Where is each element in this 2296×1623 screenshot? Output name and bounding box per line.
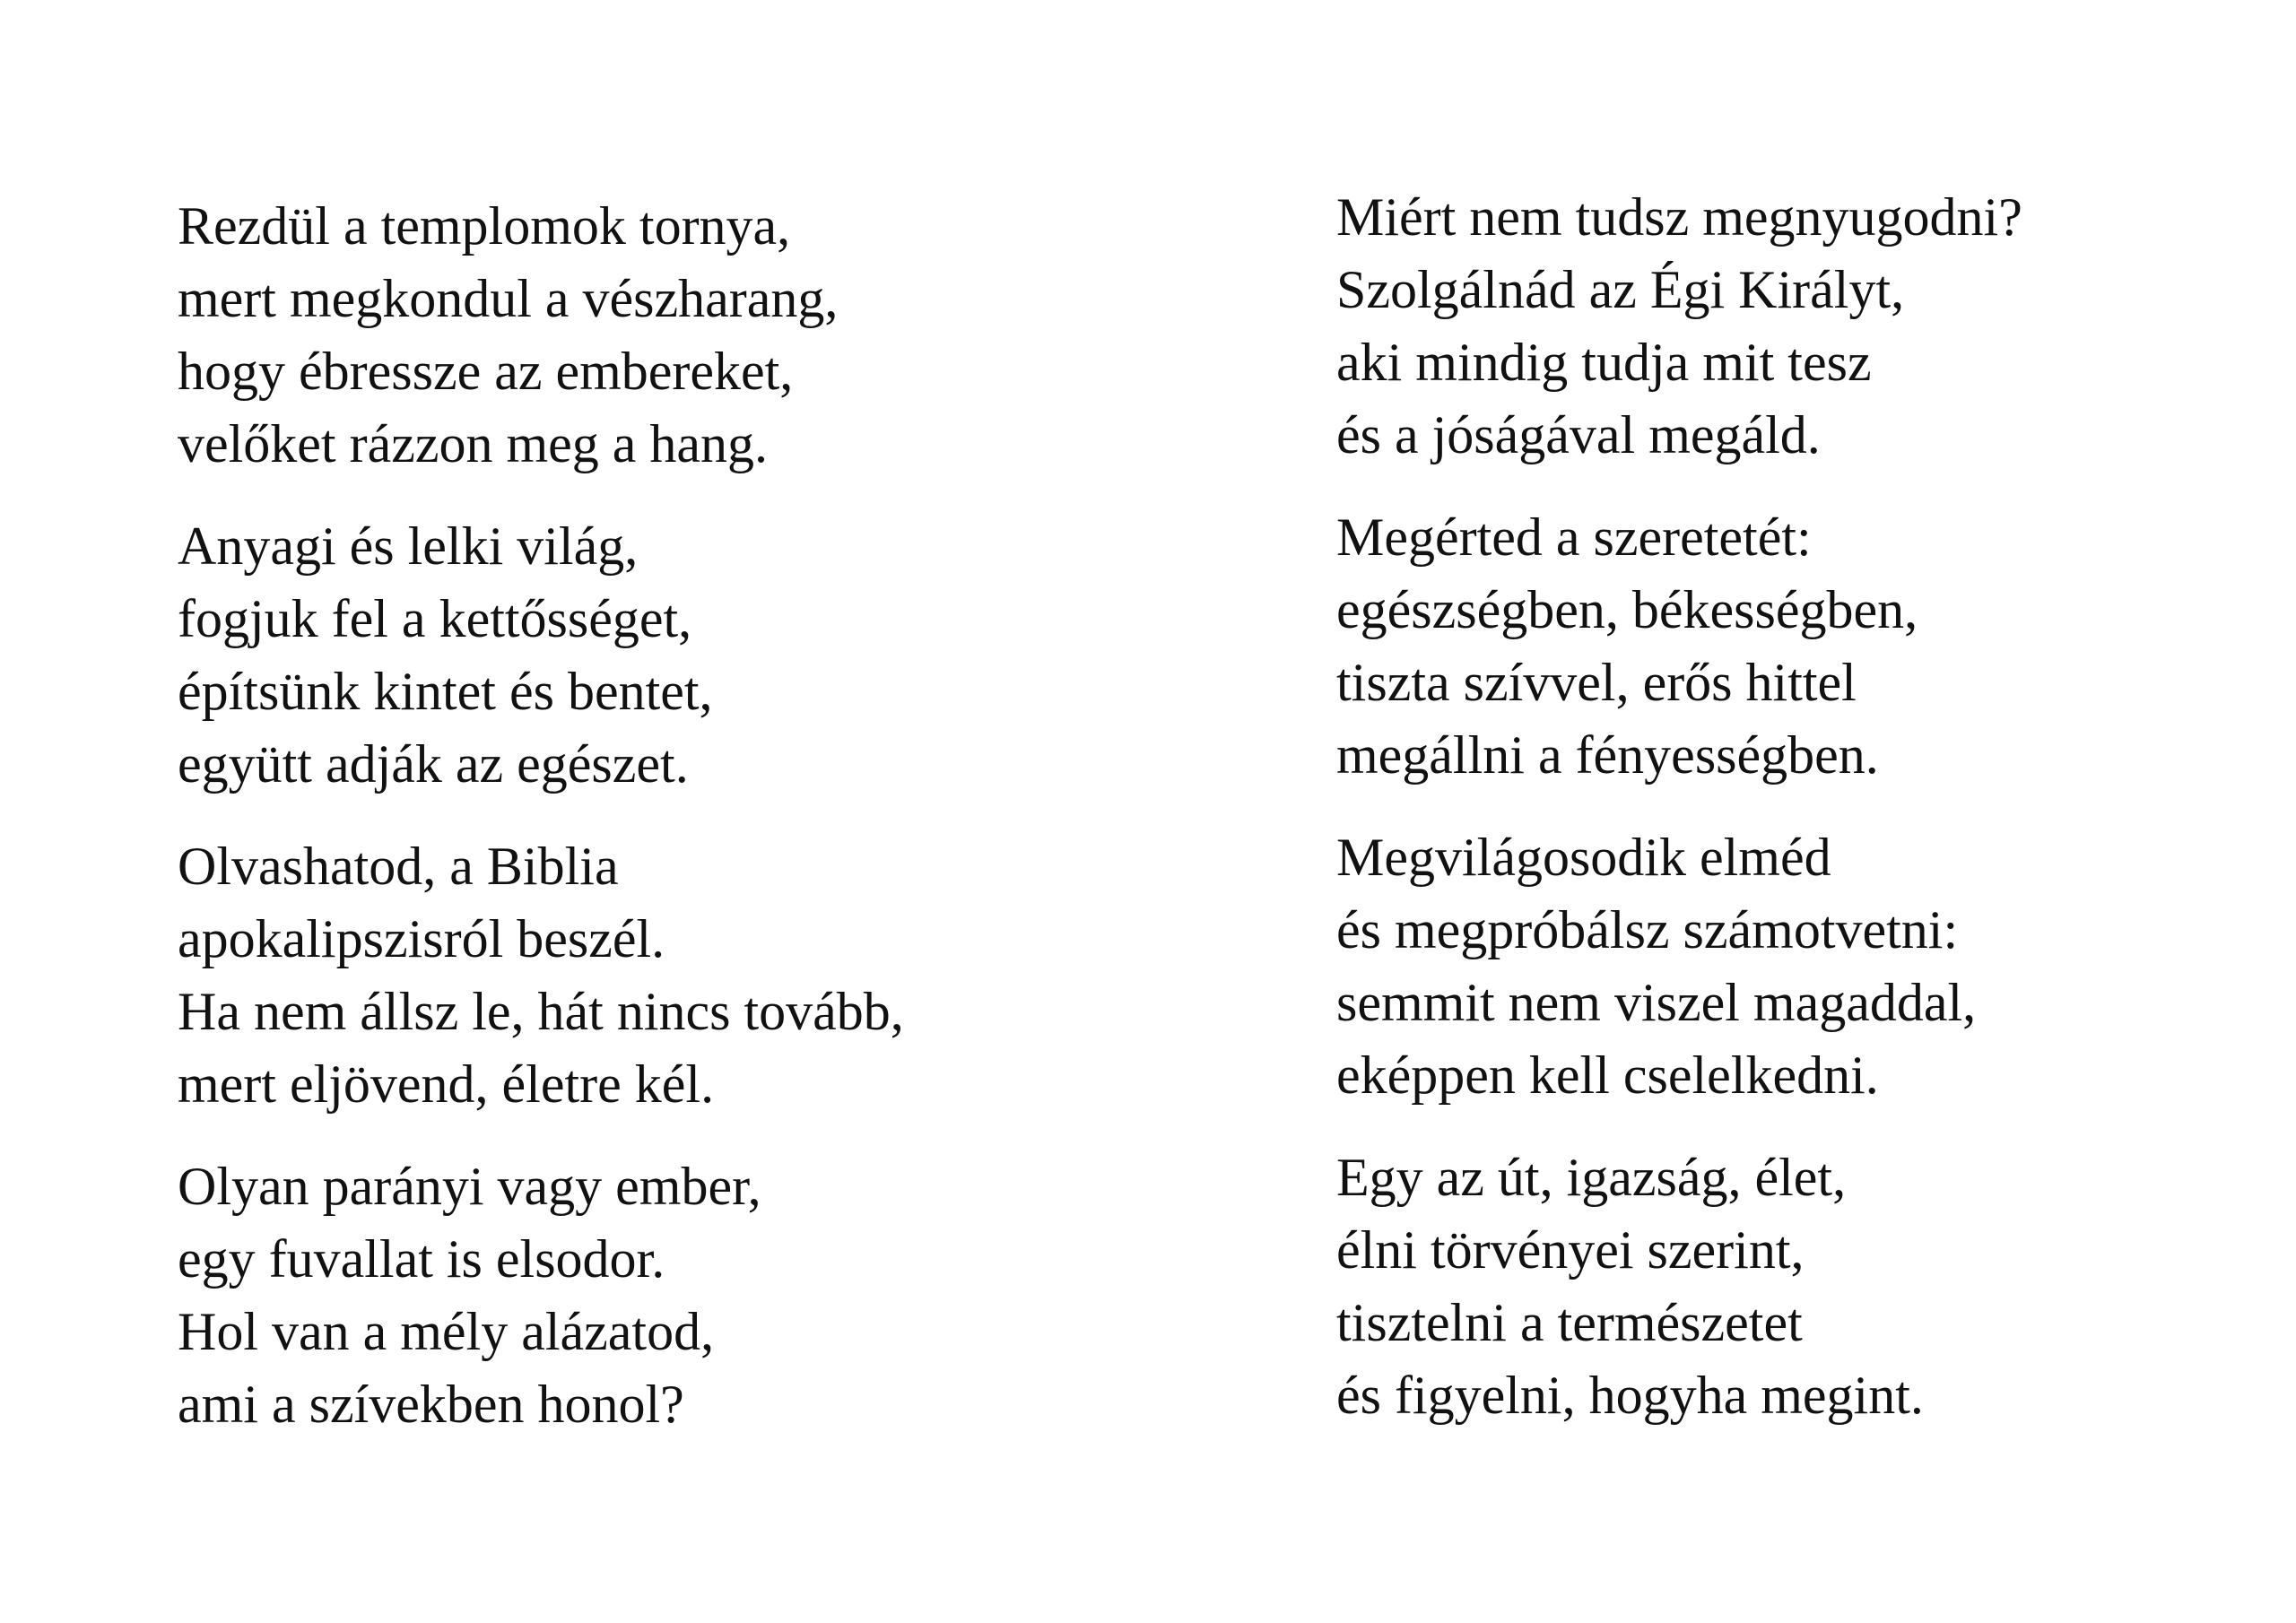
verse-line: Hol van a mély alázatod, bbox=[178, 1302, 715, 1361]
stanza-7 bbox=[1336, 821, 2022, 1112]
verse-line: mert megkondul a vészharang, bbox=[178, 269, 839, 328]
verse-line: tiszta szívvel, erős hittel bbox=[1336, 653, 1857, 712]
verse-line: együtt adják az egészet. bbox=[178, 734, 689, 794]
stanza-1 bbox=[178, 190, 904, 481]
verse-line: és figyelni, hogyha megint. bbox=[1336, 1366, 1924, 1425]
verse-line: Szolgálnád az Égi Királyt, bbox=[1336, 260, 1905, 319]
verse-line: Miért nem tudsz megnyugodni? bbox=[1336, 187, 2022, 247]
verse-line: építsünk kintet és bentet, bbox=[178, 662, 713, 721]
verse-line: egy fuvallat is elsodor. bbox=[178, 1229, 665, 1289]
stanza-4 bbox=[178, 1150, 904, 1441]
verse-line: Megvilágosodik elméd bbox=[1336, 828, 1831, 887]
verse-line: és megpróbálsz számotvetni: bbox=[1336, 900, 1959, 959]
stanza-5 bbox=[1336, 181, 2022, 472]
verse-line: Olvashatod, a Biblia bbox=[178, 837, 619, 896]
verse-line: Olyan parányi vagy ember, bbox=[178, 1157, 761, 1216]
verse-line: megállni a fényességben. bbox=[1336, 725, 1879, 785]
verse-line: Ha nem állsz le, hát nincs tovább, bbox=[178, 982, 904, 1041]
verse-line: hogy ébressze az embereket, bbox=[178, 342, 794, 401]
verse-line: Rezdül a templomok tornya, bbox=[178, 196, 791, 256]
verse-line: apokalipszisról beszél. bbox=[178, 909, 665, 968]
stanza-6 bbox=[1336, 501, 2022, 792]
stanza-8 bbox=[1336, 1141, 2022, 1432]
stanza-2 bbox=[178, 510, 904, 801]
verse-line: egészségben, békességben, bbox=[1336, 580, 1918, 639]
verse-line: és a jóságával megáld. bbox=[1336, 405, 1821, 464]
verse-line: Megérted a szeretetét: bbox=[1336, 508, 1812, 567]
verse-line: fogjuk fel a kettősséget, bbox=[178, 589, 692, 648]
verse-line: Anyagi és lelki világ, bbox=[178, 516, 639, 576]
verse-line: ami a szívekben honol? bbox=[178, 1375, 684, 1434]
verse-line: Egy az út, igazság, élet, bbox=[1336, 1148, 1847, 1207]
verse-line: velőket rázzon meg a hang. bbox=[178, 414, 769, 473]
poem-column-left bbox=[178, 190, 904, 1471]
verse-line: élni törvényei szerint, bbox=[1336, 1220, 1805, 1280]
verse-line: aki mindig tudja mit tesz bbox=[1336, 333, 1872, 392]
poem-column-right bbox=[1336, 181, 2022, 1462]
verse-line: mert eljövend, életre kél. bbox=[178, 1055, 715, 1114]
verse-line: semmit nem viszel magaddal, bbox=[1336, 973, 1977, 1032]
stanza-3 bbox=[178, 830, 904, 1121]
verse-line: eképpen kell cselelkedni. bbox=[1336, 1046, 1879, 1105]
verse-line: tisztelni a természetet bbox=[1336, 1293, 1803, 1352]
